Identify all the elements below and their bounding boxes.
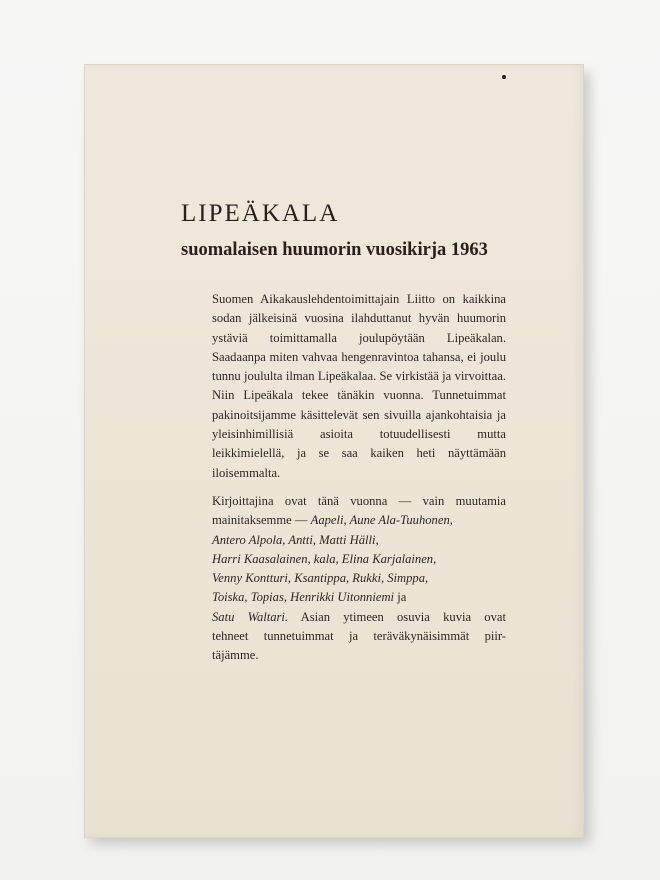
illustrators-line: täjämme. bbox=[212, 648, 259, 663]
author-names: Satu Waltari. bbox=[212, 609, 289, 624]
illustrators-line: tehneet tunnetuimmat ja teräväkynäisimmät piir- bbox=[212, 629, 506, 644]
author-names: Toiska, Topias, Henrikki Uitonniemi bbox=[212, 590, 395, 605]
book-title: LIPEÄKALA bbox=[181, 200, 340, 227]
book-back-cover bbox=[84, 64, 584, 838]
illustrators-text: Asian ytimeen osuvia kuvia ovat bbox=[300, 609, 506, 624]
book-blurb: Suomen Aikakauslehdentoimittajain Liitto on kaikkina sodan jälkeisinä vuosina ilahduttanut hyvän huumorin ystäviä toimittamalla joulupöytään Lipeäkalan. Saadaanpa miten vahvaa hengenravintoa tahansa, ei joulu tunnu joululta ilman Lipeäkalaa. Se virkistää ja virvoittaa. Niin Lipeäkala tekee tänäkin vuonna. Tunnetuimmat pakinoitsijamme käsittelevät sen sivuilla ajankohtaisia ja yleisinhimillisiä asioita totuudellisesti mutta leikkimielellä, ja se saa kaiken heti näyttämään iloisemmalta. bbox=[212, 292, 506, 480]
authors-intro-text: mainitaksemme — bbox=[212, 513, 308, 528]
author-names: Antero Alpola, Antti, Matti Hälli, bbox=[212, 532, 379, 547]
authors-line: Kirjoittajina ovat tänä vuonna — vain muutamia bbox=[212, 494, 506, 508]
authors-line bbox=[212, 511, 506, 530]
book-subtitle: suomalaisen huumorin vuosikirja 1963 bbox=[181, 240, 488, 260]
author-names: Venny Kontturi, Ksantippa, Rukki, Simppa, bbox=[212, 571, 429, 586]
author-names: Harri Kaasalainen, kala, Elina Karjalainen, bbox=[212, 551, 437, 566]
authors-line bbox=[212, 588, 506, 607]
authors-paragraph bbox=[212, 492, 506, 666]
print-speck bbox=[502, 75, 506, 79]
author-names: Aapeli, Aune Ala-Tuuhonen, bbox=[310, 513, 453, 528]
authors-line bbox=[212, 608, 506, 627]
authors-join-word: ja bbox=[397, 590, 407, 605]
